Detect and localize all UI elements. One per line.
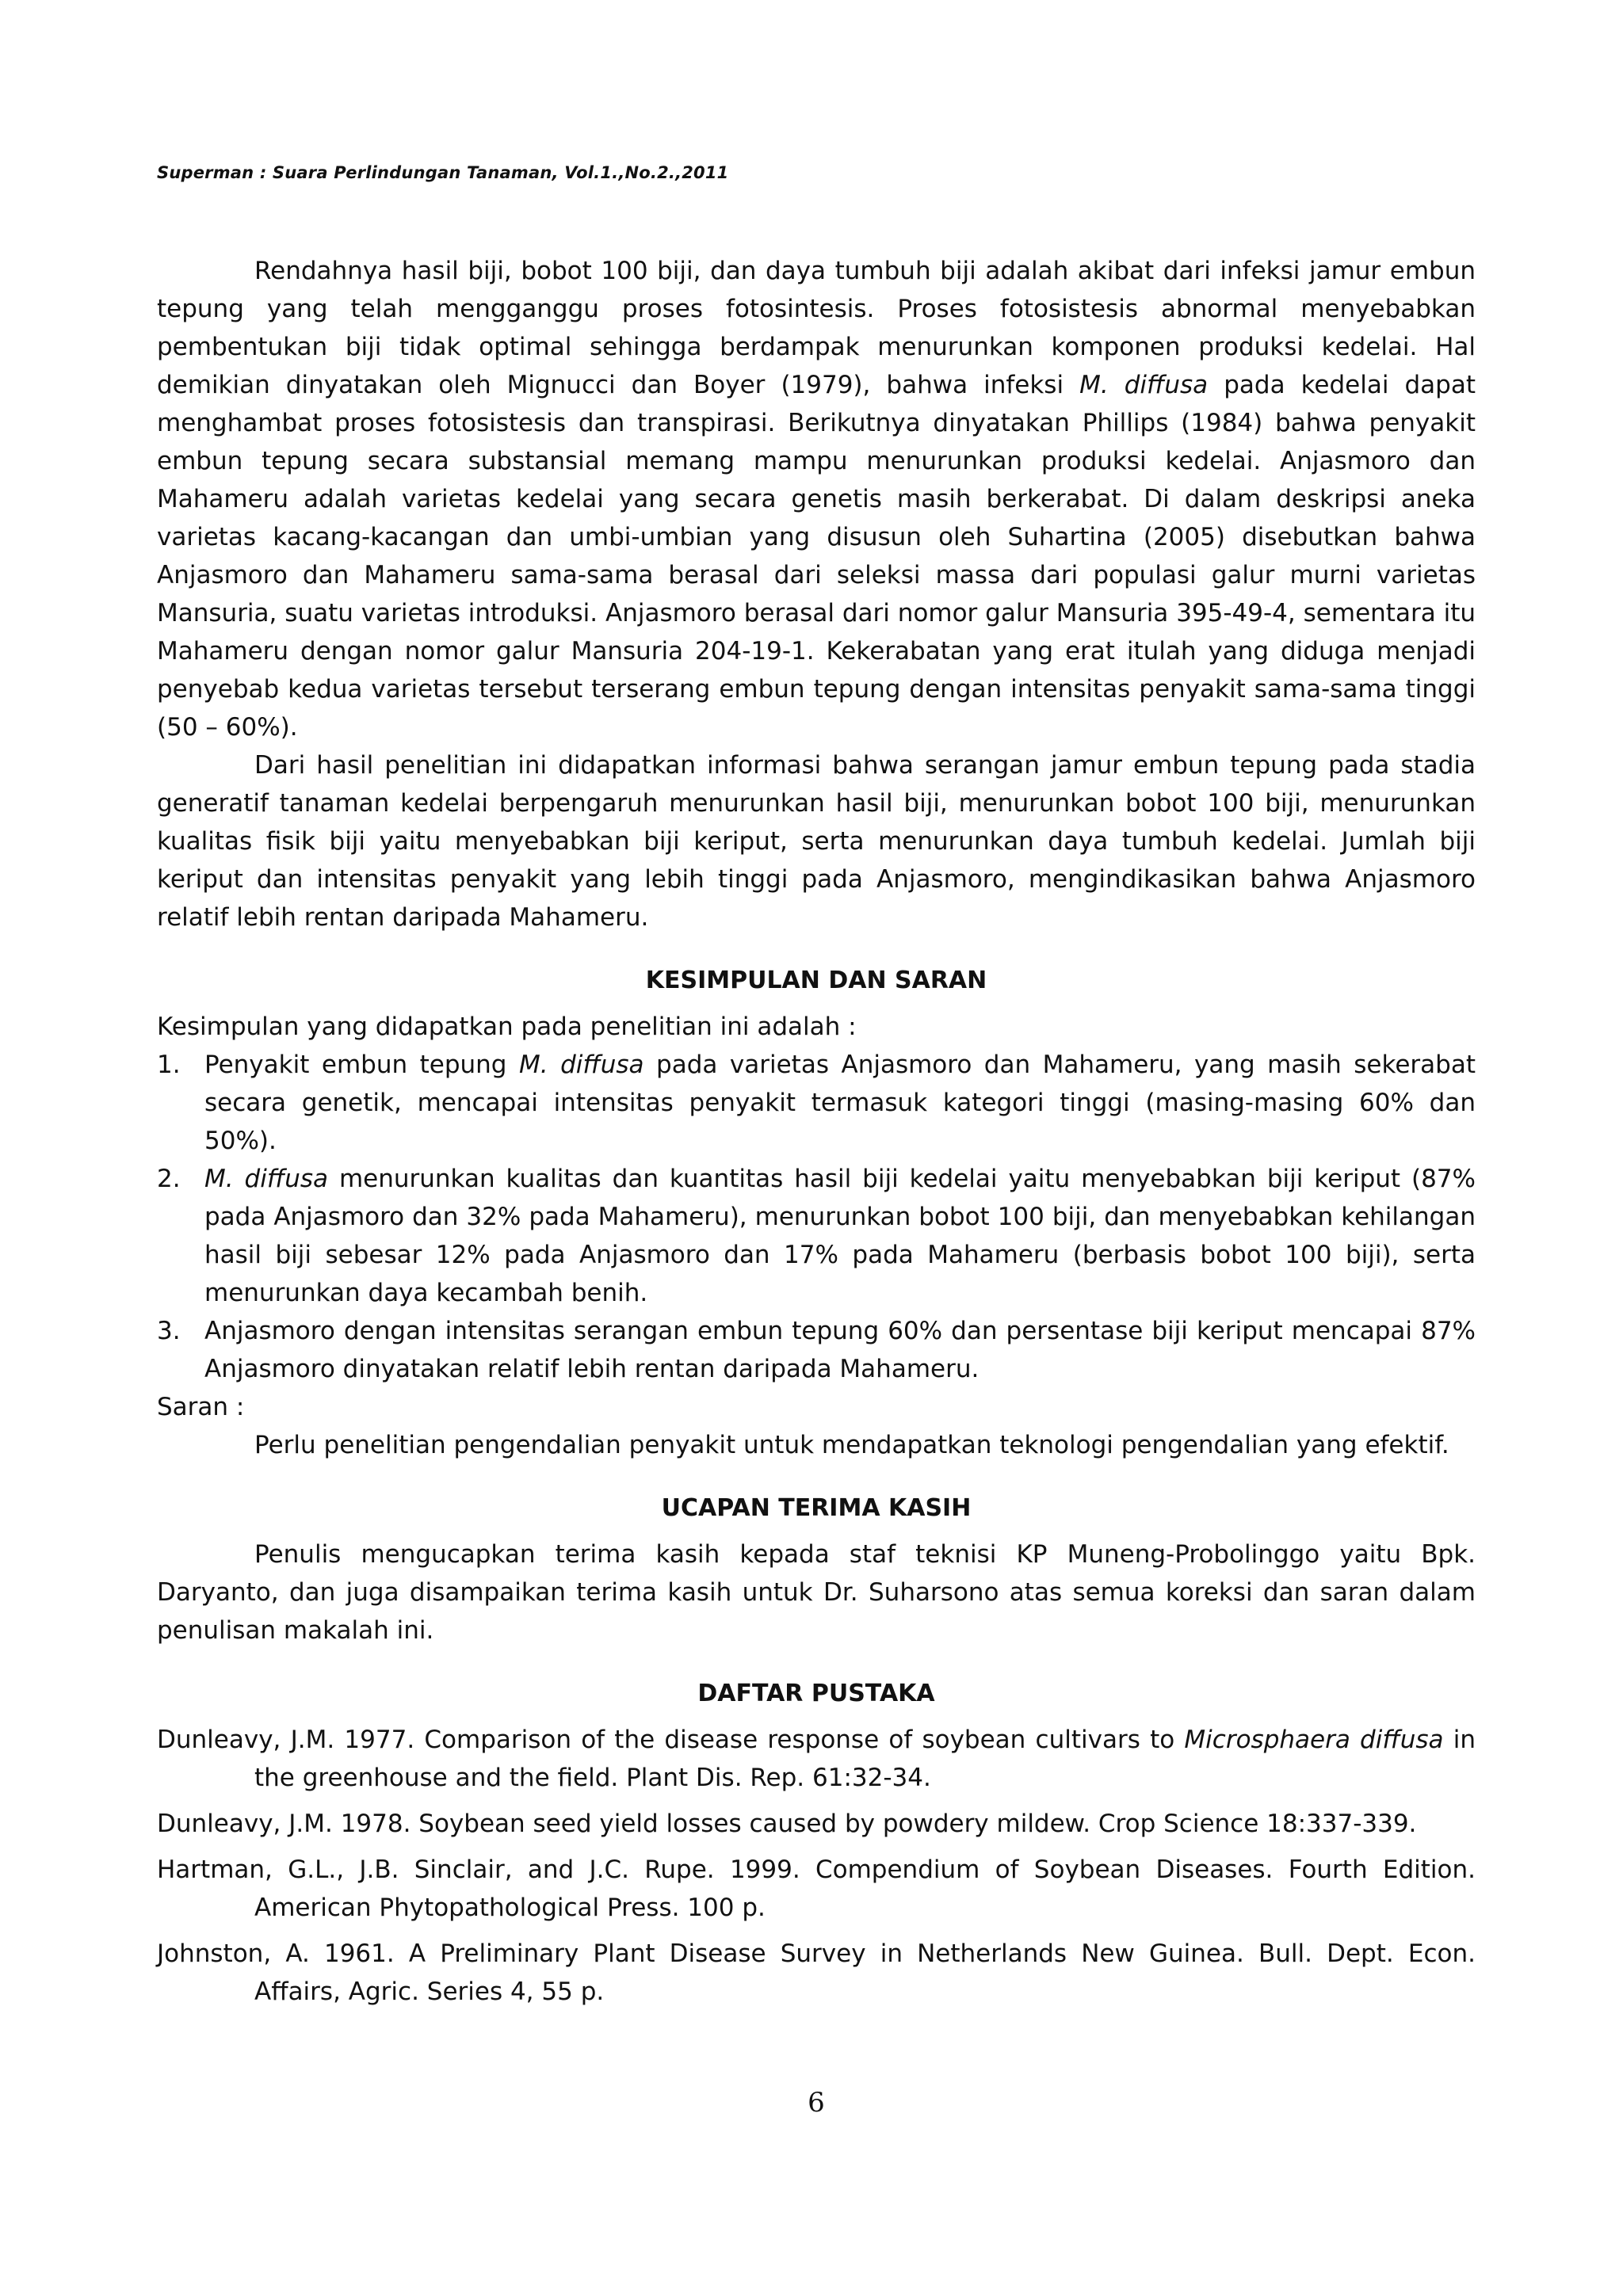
discussion-paragraph-2: Dari hasil penelitian ini didapatkan informasi bahwa serangan jamur embun tepung pada stadia generatif tanaman kedelai berpengaruh menurunkan hasil biji, menurunkan bobot 100 biji, menurunkan kualitas fisik biji yaitu menyebabkan biji keriput, serta menurunkan daya tumbuh kedelai. Jumlah biji keriput dan intensitas penyakit yang lebih tinggi pada Anjasmoro, mengindikasikan bahwa Anjasmoro relatif lebih rentan daripada Mahameru. [157, 751, 1476, 932]
discussion-paragraph-1 [157, 252, 1476, 746]
saran-text: Perlu penelitian pengendalian penyakit untuk mendapatkan teknologi pengendalian yang efektif. [254, 1431, 1449, 1459]
acknowledgement-text: Penulis mengucapkan terima kasih kepada staf teknisi KP Muneng-Probolinggo yaitu Bpk. Daryanto, dan juga disampaikan terima kasih untuk Dr. Suharsono atas semua koreksi dan saran dalam penulisan makalah ini. [157, 1540, 1476, 1645]
reference-item: Dunleavy, J.M. 1978. Soybean seed yield losses caused by powdery mildew. Crop Science 18:337-339. [157, 1810, 1417, 1838]
conclusion-list [157, 1046, 1476, 1388]
discussion-text: Rendahnya hasil biji, bobot 100 biji, dan daya tumbuh biji adalah akibat dari infeksi jamur embun tepung yang telah mengganggu proses fotosintesis. Proses fotosistesis abnormal menyebabkan pembentukan biji tidak optimal sehingga berdampak menurunkan komponen produksi kedelai. Hal demikian dinyatakan oleh Mignucci dan Boyer (1979), bahwa infeksi [157, 257, 1476, 399]
list-item-text: M. diffusa menurunkan kualitas dan kuantitas hasil biji kedelai yaitu menyebabkan biji keriput (87% pada Anjasmoro dan 32% pada Mahameru), menurunkan bobot 100 biji, dan menyebabkan kehilangan hasil biji sebesar 12% pada Anjasmoro dan 17% pada Mahameru (berbasis bobot 100 biji), serta menurunkan daya kecambah benih. [204, 1165, 1476, 1307]
conclusion-intro: Kesimpulan yang didapatkan pada penelitian ini adalah : [157, 1013, 857, 1041]
species-name: Microsphaera diffusa [1184, 1726, 1444, 1754]
conclusion-heading: KESIMPULAN DAN SARAN [645, 967, 987, 994]
list-item-number: 2. [157, 1165, 181, 1193]
species-name: M. diffusa [1079, 371, 1209, 399]
list-item [157, 1160, 1476, 1312]
species-name: M. diffusa [519, 1051, 644, 1079]
list-item-text: Penyakit embun tepung M. diffusa pada varietas Anjasmoro dan Mahameru, yang masih sekerabat secara genetik, mencapai intensitas penyakit termasuk kategori tinggi (masing-masing 60% dan 50%). [204, 1051, 1476, 1155]
list-item [157, 1312, 1476, 1388]
reference-item: Johnston, A. 1961. A Preliminary Plant Disease Survey in Netherlands New Guinea. Bull. Dept. Econ. Affairs, Agric. Series 4, 55 p. [157, 1939, 1476, 2006]
page-content [157, 252, 1476, 2011]
list-item [157, 1046, 1476, 1160]
species-name: M. diffusa [204, 1165, 328, 1193]
discussion-text: pada kedelai dapat menghambat proses fotosistesis dan transpirasi. Berikutnya dinyatakan Phillips (1984) bahwa penyakit embun tepung secara substansial memang mampu menurunkan produksi kedelai. Anjasmoro dan Mahameru adalah varietas kedelai yang secara genetis masih berkerabat. Di dalam deskripsi aneka varietas kacang-kacangan dan umbi-umbian yang disusun oleh Suhartina (2005) disebutkan bahwa Anjasmoro dan Mahameru sama-sama berasal dari seleksi massa dari populasi galur murni varietas Mansuria, suatu varietas introduksi. Anjasmoro berasal dari nomor galur Mansuria 395-49-4, sementara itu Mahameru dengan nomor galur Mansuria 204-19-1. Kekerabatan yang erat itulah yang diduga menjadi penyebab kedua varietas tersebut terserang embun tepung dengan intensitas penyakit sama-sama tinggi (50 – 60%). [157, 371, 1476, 742]
journal-page [157, 0, 1476, 2296]
list-item-number: 3. [157, 1317, 181, 1345]
page-number: 6 [808, 2087, 825, 2119]
acknowledgement-heading: UCAPAN TERIMA KASIH [661, 1494, 972, 1522]
reference-item: Hartman, G.L., J.B. Sinclair, and J.C. Rupe. 1999. Compendium of Soybean Diseases. Fourth Edition. American Phytopathological Press. 100 p. [157, 1855, 1476, 1922]
reference-item: Dunleavy, J.M. 1977. Comparison of the disease response of soybean cultivars to Microsphaera diffusa in the greenhouse and the field. Plant Dis. Rep. 61:32-34. [157, 1726, 1476, 1792]
running-header: Superman : Suara Perlindungan Tanaman, Vol.1.,No.2.,2011 [157, 163, 729, 182]
saran-label: Saran : [157, 1393, 245, 1421]
list-item-text: Anjasmoro dengan intensitas serangan embun tepung 60% dan persentase biji keriput mencapai 87% Anjasmoro dinyatakan relatif lebih rentan daripada Mahameru. [204, 1317, 1476, 1383]
references-heading: DAFTAR PUSTAKA [697, 1680, 935, 1707]
list-item-number: 1. [157, 1051, 181, 1079]
